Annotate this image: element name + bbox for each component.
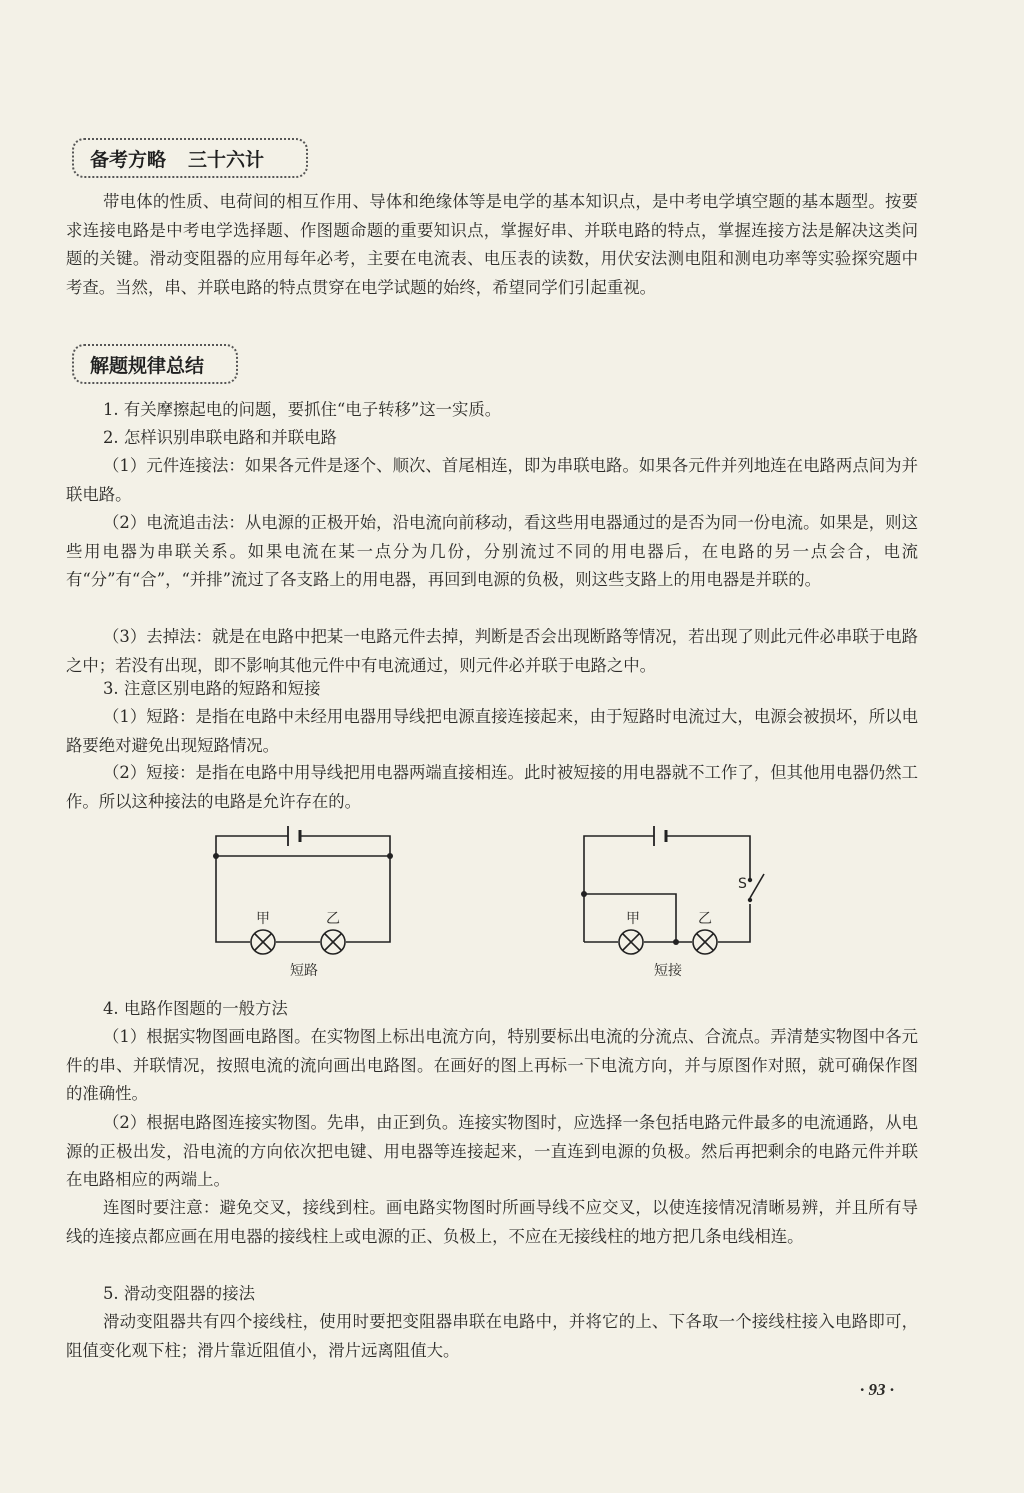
lamp-icon (321, 930, 345, 954)
item-3: 3. 注意区别电路的短路和短接 (103, 679, 321, 698)
circuit-short-circuit (200, 818, 430, 978)
lamp-label-jia: 甲 (626, 911, 640, 927)
section-header-summary (72, 344, 238, 384)
item-2a: （1）元件连接法：如果各元件是逐个、顺次、首尾相连，即为串联电路。如果各元件并列地连在电路两点间为并联电路。 (66, 456, 918, 504)
section-header-strategy (72, 138, 308, 178)
lamp-icon (693, 930, 717, 954)
lamp-icon (251, 930, 275, 954)
item-4c: 连图时要注意：避免交叉，接线到柱。画电路实物图时所画导线不应交叉，以使连接情况清晰易辨，并且所有导线的连接点都应画在用电器的接线柱上或电源的正、负极上，不应在无接线柱的地方把几条电线相连。 (66, 1198, 918, 1246)
item-5: 5. 滑动变阻器的接法 (103, 1284, 255, 1303)
switch-icon (750, 874, 764, 898)
item-2c: （3）去掉法：就是在电路中把某一电路元件去掉，判断是否会出现断路等情况，若出现了则此元件必串联于电路之中；若没有出现，即不影响其他元件中有电流通过，则元件必并联于电路之中。 (66, 627, 918, 675)
item-5a: 滑动变阻器共有四个接线柱，使用时要把变阻器串联在电路中，并将它的上、下各取一个接线柱接入电路即可，阻值变化观下柱；滑片靠近阻值小，滑片远离阻值大。 (66, 1312, 918, 1360)
lamp-label-yi: 乙 (326, 911, 340, 927)
page-number: · 93 · (860, 1380, 894, 1399)
item-2: 2. 怎样识别串联电路和并联电路 (103, 428, 337, 447)
section-title-b: 三十六计 (188, 148, 265, 171)
battery-icon (288, 826, 300, 846)
item-4b: （2）根据电路图连接实物图。先串，由正到负。连接实物图时，应选择一条包括电路元件最多的电流通路，从电源的正极出发，沿电流的方向依次把电键、用电器等连接起来，一直连到电源的负极。然后再把剩余的电路元件并联在电路相应的两端上。 (66, 1113, 918, 1189)
intro-paragraph: 带电体的性质、电荷间的相互作用、导体和绝缘体等是电学的基本知识点，是中考电学填空题的基本题型。按要求连接电路是中考电学选择题、作图题命题的重要知识点，掌握好串、并联电路的特点，掌握连接方法是解决这类问题的关键。滑动变阻器的应用每年必考，主要在电流表、电压表的读数，用伏安法测电阻和测电功率等实验探究题中考查。当然，串、并联电路的特点贯穿在电学试题的始终，希望同学们引起重视。 (66, 192, 918, 297)
item-2b: （2）电流追击法：从电源的正极开始，沿电流向前移动，看这些用电器通过的是否为同一份电流。如果是，则这些用电器为串联关系。如果电流在某一点分为几份，分别流过不同的用电器后，在电路的另一点会合，电流有“分”有“合”，“并排”流过了各支路上的用电器，再回到电源的负极，则这些支路上的用电器是并联的。 (66, 513, 918, 589)
lamp-label-yi: 乙 (698, 911, 712, 927)
battery-icon (654, 826, 666, 846)
item-4a: （1）根据实物图画电路图。在实物图上标出电流方向，特别要标出电流的分流点、合流点。弄清楚实物图中各元件的串、并联情况，按照电流的流向画出电路图。在画好的图上再标一下电流方向，并与原图作对照，就可确保作图的准确性。 (66, 1027, 918, 1103)
lamp-label-jia: 甲 (256, 911, 270, 927)
item-1: 1. 有关摩擦起电的问题，要抓住“电子转移”这一实质。 (103, 400, 502, 419)
figure-caption-short-connection: 短接 (654, 963, 682, 979)
section-title-a: 备考方略 (90, 148, 167, 171)
item-3a: （1）短路：是指在电路中未经用电器用导线把电源直接连接起来，由于短路时电流过大，电源会被损坏，所以电路要绝对避免出现短路情况。 (66, 707, 918, 755)
lamp-icon (619, 930, 643, 954)
item-3b: （2）短接：是指在电路中用导线把用电器两端直接相连。此时被短接的用电器就不工作了，但其他用电器仍然工作。所以这种接法的电路是允许存在的。 (66, 763, 918, 811)
section-title: 解题规律总结 (90, 354, 205, 377)
switch-label: S (738, 876, 747, 892)
circuit-short-connection (570, 818, 770, 978)
figure-caption-short-circuit: 短路 (290, 963, 318, 979)
item-4: 4. 电路作图题的一般方法 (103, 999, 288, 1018)
